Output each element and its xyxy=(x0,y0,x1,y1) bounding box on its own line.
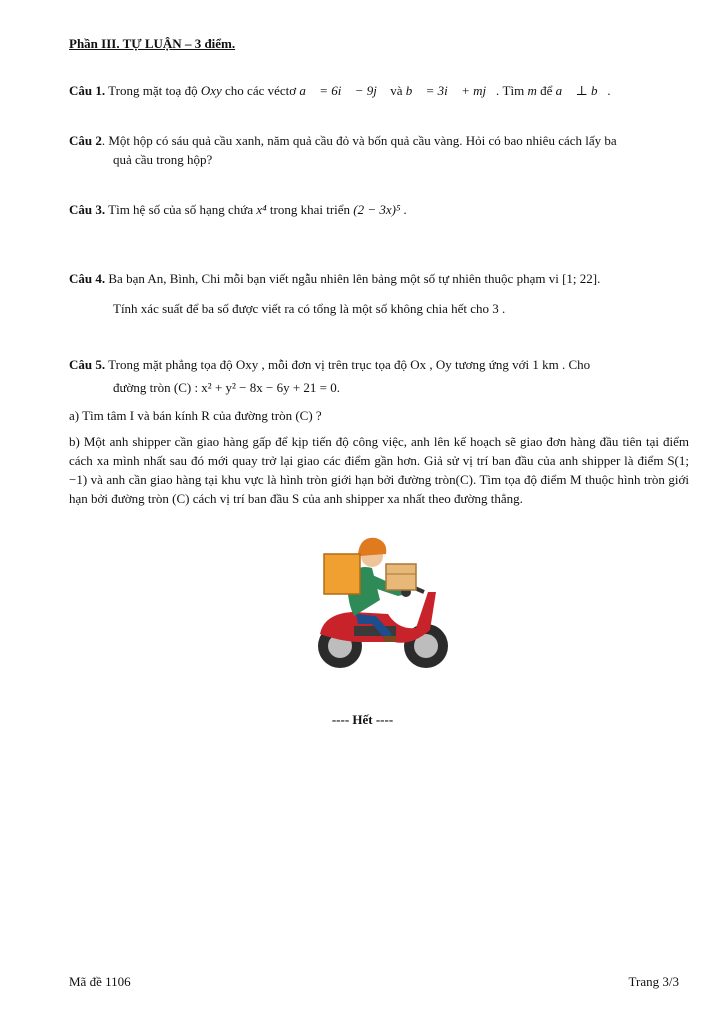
q1-and: và xyxy=(387,83,406,98)
q1-m: m xyxy=(527,83,537,98)
q2-line1: . Một hộp có sáu quả cầu xanh, năm quả cầu đỏ và bốn quả cầu vàng. Hỏi có bao nhiêu cách lấy ba xyxy=(101,133,617,148)
question-3 xyxy=(69,200,689,219)
q3-text-a: Tìm hệ số của số hạng chứa xyxy=(105,202,257,217)
question-4-line2: Tính xác suất để ba số được viết ra có tổng là một số không chia hết cho 3 . xyxy=(113,301,506,316)
q4-line1: Ba bạn An, Bình, Chi mỗi bạn viết ngẫu nhiên lên bảng một số tự nhiên thuộc phạm vi xyxy=(105,271,563,286)
end-marker: ---- Hết ---- xyxy=(331,712,394,727)
question-1-label: Câu 1. xyxy=(69,83,106,98)
q1-text-b: cho các véctơ xyxy=(221,83,300,98)
q1-text-d: để xyxy=(536,83,556,98)
exam-code: Mã đề 1106 xyxy=(69,974,131,989)
section-title: Phần III. TỰ LUẬN – 3 điểm. xyxy=(69,36,236,51)
question-2-label: Câu 2 xyxy=(69,133,102,148)
question-2-line2: quả cầu trong hộp? xyxy=(113,152,213,167)
q1-text-a: Trong mặt toạ độ xyxy=(105,83,201,98)
question-5-part-a: a) Tìm tâm I và bán kính R của đường tròn (C) ? xyxy=(69,408,322,423)
shipper-illustration xyxy=(302,530,458,676)
q1-vector-a: a⃗ = 6i⃗ − 9j⃗ xyxy=(299,83,387,98)
q3-expr: (2 − 3x)⁵ . xyxy=(353,202,408,217)
q1-vector-b: b⃗ = 3i⃗ + mj⃗. xyxy=(405,83,500,98)
question-2 xyxy=(69,131,689,150)
question-4-label: Câu 4. xyxy=(69,271,106,286)
q4-range: [1; 22]. xyxy=(562,271,601,286)
q1-perp: a⃗ ⊥ b⃗. xyxy=(555,83,611,98)
question-5-label: Câu 5. xyxy=(69,357,106,372)
question-5-circle: đường tròn (C) : x² + y² − 8x − 6y + 21 = 0. xyxy=(113,380,341,395)
q3-term: x⁴ xyxy=(256,202,267,217)
question-1 xyxy=(69,81,689,100)
q3-text-b: trong khai triển xyxy=(266,202,354,217)
q1-oxy: Oxy xyxy=(200,83,222,98)
q1-text-c: Tìm xyxy=(499,83,528,98)
question-5-part-b: b) Một anh shipper cần giao hàng gấp để kịp tiến độ công việc, anh lên kế hoạch sẽ giao đơn hàng đầu tiên tại điểm cách xa mình nhất sau đó mới quay trở lại giao các điểm gần hơn. Giả sử vị trí ban đầu của anh shipper là điểm S(1; −1) và anh cần giao hàng tại khu vực là hình tròn giới hạn bởi đường tròn(C). Tìm tọa độ điểm M thuộc hình tròn giới hạn bởi đường tròn (C) cách vị trí ban đầu S của anh shipper xa nhất theo đường thẳng. xyxy=(69,434,689,506)
question-4 xyxy=(69,269,689,288)
q5-line1: Trong mặt phẳng tọa độ Oxy , mỗi đơn vị trên trục tọa độ Ox , Oy tương ứng với 1 km . Cho xyxy=(105,357,591,372)
question-5 xyxy=(69,355,689,374)
question-3-label: Câu 3. xyxy=(69,202,106,217)
page-number: Trang 3/3 xyxy=(628,974,679,989)
